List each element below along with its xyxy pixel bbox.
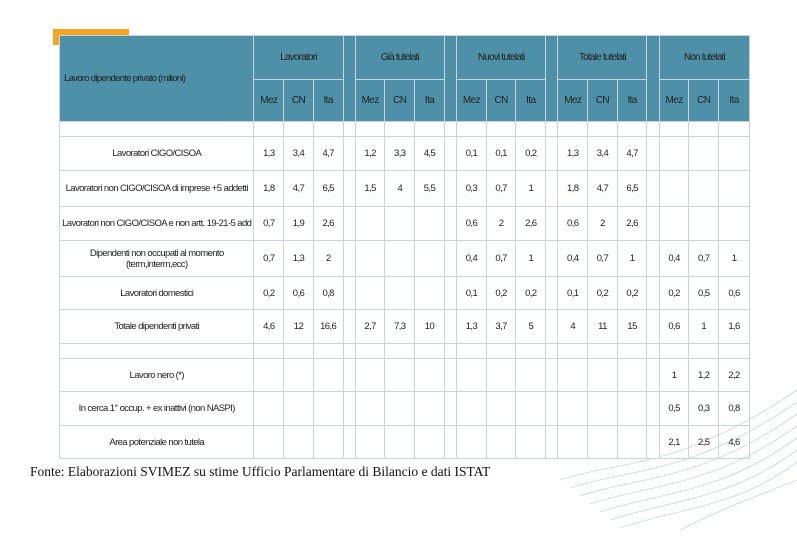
value-cell (313, 392, 343, 426)
value-cell: 5,5 (415, 171, 445, 207)
column-gap (343, 122, 355, 137)
value-cell: 1,3 (254, 137, 284, 171)
spacer-cell (617, 344, 647, 359)
value-cell (689, 137, 719, 171)
table-row (60, 359, 750, 392)
value-cell (355, 359, 385, 392)
value-cell (254, 359, 284, 392)
subheader-ita: Ita (719, 80, 750, 122)
spacer-cell (457, 344, 487, 359)
spacer-cell (415, 122, 445, 137)
column-gap (546, 426, 558, 459)
spacer-cell (254, 344, 284, 359)
value-cell: 1 (516, 241, 546, 277)
value-cell (659, 207, 689, 241)
value-cell: 2,6 (617, 207, 647, 241)
value-cell: 0,2 (516, 137, 546, 171)
value-cell (558, 426, 588, 459)
value-cell: 0,2 (617, 277, 647, 310)
value-cell: 0,8 (719, 392, 750, 426)
subheader-mez: Mez (558, 80, 588, 122)
value-cell: 4,7 (284, 171, 314, 207)
value-cell: 0,6 (457, 207, 487, 241)
column-gap (647, 171, 659, 207)
subheader-ita: Ita (617, 80, 647, 122)
spacer-cell (719, 122, 750, 137)
column-gap (343, 207, 355, 241)
value-cell: 2,2 (719, 359, 750, 392)
spacer-cell (486, 344, 516, 359)
subheader-mez: Mez (457, 80, 487, 122)
value-cell: 0,1 (486, 137, 516, 171)
value-cell: 0,2 (588, 277, 618, 310)
table-row (60, 392, 750, 426)
column-gap (647, 36, 659, 122)
value-cell: 0,7 (689, 241, 719, 277)
value-cell (486, 392, 516, 426)
table-body (60, 122, 750, 459)
value-cell (284, 392, 314, 426)
column-gap (343, 359, 355, 392)
value-cell: 3,3 (385, 137, 415, 171)
column-gap (343, 392, 355, 426)
value-cell: 0,3 (457, 171, 487, 207)
column-gap (343, 310, 355, 344)
column-gap (647, 122, 659, 137)
value-cell: 0,5 (689, 277, 719, 310)
spacer-cell (415, 344, 445, 359)
table-row (60, 241, 750, 277)
row-label: In cerca 1° occup. + ex inattivi (non NASPI) (60, 392, 254, 426)
subheader-ita: Ita (415, 80, 445, 122)
group-header-gia-tutelati: Già tutelati (355, 36, 444, 80)
column-gap (444, 310, 456, 344)
spacer-cell (313, 122, 343, 137)
value-cell: 1 (659, 359, 689, 392)
column-gap (546, 359, 558, 392)
value-cell (254, 426, 284, 459)
column-gap (546, 344, 558, 359)
row-label: Lavoratori non CIGO/CISOA e non artt. 19-21-5 add (60, 207, 254, 241)
column-gap (343, 426, 355, 459)
subheader-cn: CN (689, 80, 719, 122)
value-cell: 0,4 (457, 241, 487, 277)
table-row (60, 137, 750, 171)
value-cell: 11 (588, 310, 618, 344)
data-table-container (59, 35, 750, 459)
column-gap (546, 310, 558, 344)
value-cell: 6,5 (617, 171, 647, 207)
value-cell: 2 (486, 207, 516, 241)
spacer-cell (659, 344, 689, 359)
row-label: Lavoratori domestici (60, 277, 254, 310)
column-gap (343, 171, 355, 207)
value-cell: 1,6 (719, 310, 750, 344)
value-cell (254, 392, 284, 426)
value-cell: 12 (284, 310, 314, 344)
row-label: Lavoratori CIGO/CISOA (60, 137, 254, 171)
value-cell (719, 171, 750, 207)
value-cell (313, 426, 343, 459)
value-cell: 0,1 (457, 137, 487, 171)
value-cell: 4,7 (588, 171, 618, 207)
column-gap (343, 277, 355, 310)
value-cell: 4,7 (617, 137, 647, 171)
table-row (60, 207, 750, 241)
subheader-cn: CN (385, 80, 415, 122)
spacer-cell (689, 122, 719, 137)
spacer-cell (313, 344, 343, 359)
column-gap (546, 207, 558, 241)
value-cell: 0,6 (659, 310, 689, 344)
value-cell: 15 (617, 310, 647, 344)
value-cell (588, 426, 618, 459)
spacer-cell (719, 344, 750, 359)
column-gap (647, 277, 659, 310)
value-cell: 10 (415, 310, 445, 344)
value-cell (313, 359, 343, 392)
value-cell: 0,7 (486, 241, 516, 277)
value-cell: 3,4 (588, 137, 618, 171)
column-gap (444, 426, 456, 459)
subheader-mez: Mez (254, 80, 284, 122)
subheader-cn: CN (588, 80, 618, 122)
value-cell (355, 241, 385, 277)
column-gap (444, 207, 456, 241)
value-cell (516, 359, 546, 392)
value-cell: 0,1 (457, 277, 487, 310)
column-gap (647, 241, 659, 277)
subheader-mez: Mez (355, 80, 385, 122)
column-gap (546, 241, 558, 277)
subheader-mez: Mez (659, 80, 689, 122)
table-title: Lavoro dipendente privato (milioni) (60, 36, 254, 122)
group-header-non-tutelati: Non tutelati (659, 36, 749, 80)
value-cell: 7,3 (385, 310, 415, 344)
value-cell (415, 426, 445, 459)
spacer-cell (617, 122, 647, 137)
row-label: Dipendenti non occupati al momento (term,interm,ecc) (60, 241, 254, 277)
column-gap (546, 137, 558, 171)
value-cell (659, 137, 689, 171)
value-cell (415, 359, 445, 392)
spacer-cell (659, 122, 689, 137)
value-cell (689, 171, 719, 207)
value-cell: 4,5 (415, 137, 445, 171)
row-label: Lavoro nero (*) (60, 359, 254, 392)
value-cell (385, 359, 415, 392)
table-row (60, 277, 750, 310)
value-cell: 4 (385, 171, 415, 207)
value-cell: 1 (719, 241, 750, 277)
value-cell: 0,7 (588, 241, 618, 277)
value-cell: 1,3 (457, 310, 487, 344)
column-gap (444, 344, 456, 359)
value-cell (588, 392, 618, 426)
column-gap (444, 241, 456, 277)
column-gap (444, 36, 456, 122)
value-cell: 6,5 (313, 171, 343, 207)
value-cell: 1,8 (254, 171, 284, 207)
value-cell (486, 426, 516, 459)
value-cell (284, 359, 314, 392)
table-row (60, 426, 750, 459)
value-cell: 0,4 (558, 241, 588, 277)
spacer-cell (558, 344, 588, 359)
value-cell: 4,7 (313, 137, 343, 171)
header-group-row (60, 36, 750, 80)
column-gap (444, 171, 456, 207)
row-label: Area potenziale non tutela (60, 426, 254, 459)
spacer-cell (284, 122, 314, 137)
column-gap (647, 359, 659, 392)
spacer-cell (60, 344, 254, 359)
value-cell (415, 392, 445, 426)
value-cell (385, 277, 415, 310)
value-cell (355, 426, 385, 459)
value-cell: 0,6 (719, 277, 750, 310)
data-table (59, 35, 750, 459)
value-cell: 0,6 (284, 277, 314, 310)
value-cell: 16,6 (313, 310, 343, 344)
column-gap (546, 392, 558, 426)
value-cell (457, 359, 487, 392)
spacer-cell (385, 344, 415, 359)
column-gap (444, 359, 456, 392)
value-cell: 1,9 (284, 207, 314, 241)
value-cell: 2,7 (355, 310, 385, 344)
row-label: Lavoratori non CIGO/CISOA di imprese +5 addetti (60, 171, 254, 207)
value-cell: 0,7 (254, 241, 284, 277)
value-cell: 4 (558, 310, 588, 344)
subheader-ita: Ita (516, 80, 546, 122)
value-cell (617, 392, 647, 426)
spacer-cell (516, 344, 546, 359)
spacer-cell (689, 344, 719, 359)
value-cell (689, 207, 719, 241)
column-gap (647, 426, 659, 459)
value-cell: 1 (617, 241, 647, 277)
column-gap (546, 36, 558, 122)
table-row (60, 171, 750, 207)
column-gap (647, 310, 659, 344)
subheader-cn: CN (284, 80, 314, 122)
group-header-totale-tutelati: Totale tutelati (558, 36, 647, 80)
value-cell (457, 426, 487, 459)
value-cell (617, 426, 647, 459)
value-cell: 4,6 (719, 426, 750, 459)
value-cell: 2 (588, 207, 618, 241)
value-cell (385, 207, 415, 241)
value-cell (355, 207, 385, 241)
value-cell (588, 359, 618, 392)
value-cell (516, 426, 546, 459)
column-gap (343, 241, 355, 277)
value-cell (415, 277, 445, 310)
column-gap (444, 392, 456, 426)
spacer-cell (355, 344, 385, 359)
value-cell: 2,5 (689, 426, 719, 459)
value-cell (659, 171, 689, 207)
spacer-row (60, 122, 750, 137)
value-cell: 1 (516, 171, 546, 207)
column-gap (444, 122, 456, 137)
value-cell (617, 359, 647, 392)
value-cell: 0,2 (254, 277, 284, 310)
column-gap (343, 137, 355, 171)
spacer-cell (254, 122, 284, 137)
value-cell: 5 (516, 310, 546, 344)
value-cell: 1,8 (558, 171, 588, 207)
value-cell: 0,7 (254, 207, 284, 241)
value-cell: 0,4 (659, 241, 689, 277)
value-cell: 2,6 (313, 207, 343, 241)
value-cell: 0,7 (486, 171, 516, 207)
column-gap (546, 122, 558, 137)
column-gap (343, 36, 355, 122)
value-cell: 0,2 (486, 277, 516, 310)
value-cell: 3,7 (486, 310, 516, 344)
group-header-nuovi-tutelati: Nuovi tutelati (457, 36, 546, 80)
spacer-cell (516, 122, 546, 137)
value-cell: 0,5 (659, 392, 689, 426)
value-cell (558, 392, 588, 426)
column-gap (444, 277, 456, 310)
spacer-cell (284, 344, 314, 359)
column-gap (546, 171, 558, 207)
value-cell: 1,5 (355, 171, 385, 207)
value-cell: 0,3 (689, 392, 719, 426)
spacer-cell (355, 122, 385, 137)
group-header-lavoratori: Lavoratori (254, 36, 343, 80)
source-footnote: Fonte: Elaborazioni SVIMEZ su stime Ufficio Parlamentare di Bilancio e dati ISTAT (30, 464, 491, 479)
value-cell: 0,6 (558, 207, 588, 241)
column-gap (647, 137, 659, 171)
column-gap (343, 344, 355, 359)
column-gap (647, 207, 659, 241)
value-cell (355, 277, 385, 310)
value-cell (719, 137, 750, 171)
value-cell: 0,1 (558, 277, 588, 310)
value-cell: 2,1 (659, 426, 689, 459)
value-cell (719, 207, 750, 241)
column-gap (647, 344, 659, 359)
table-row (60, 310, 750, 344)
spacer-cell (588, 344, 618, 359)
value-cell (385, 426, 415, 459)
value-cell: 1,2 (689, 359, 719, 392)
value-cell (284, 426, 314, 459)
column-gap (647, 392, 659, 426)
spacer-cell (588, 122, 618, 137)
subheader-cn: CN (486, 80, 516, 122)
value-cell (415, 207, 445, 241)
value-cell (415, 241, 445, 277)
spacer-cell (558, 122, 588, 137)
value-cell: 1,3 (558, 137, 588, 171)
spacer-cell (385, 122, 415, 137)
spacer-cell (457, 122, 487, 137)
value-cell (486, 359, 516, 392)
value-cell (457, 392, 487, 426)
value-cell (385, 241, 415, 277)
spacer-cell (486, 122, 516, 137)
column-gap (444, 137, 456, 171)
spacer-cell (60, 122, 254, 137)
value-cell: 1,2 (355, 137, 385, 171)
spacer-row (60, 344, 750, 359)
column-gap (546, 277, 558, 310)
value-cell (355, 392, 385, 426)
value-cell (385, 392, 415, 426)
row-label: Totale dipendenti privati (60, 310, 254, 344)
value-cell (558, 359, 588, 392)
value-cell: 2 (313, 241, 343, 277)
value-cell: 0,2 (516, 277, 546, 310)
value-cell: 1 (689, 310, 719, 344)
value-cell: 0,2 (659, 277, 689, 310)
value-cell: 3,4 (284, 137, 314, 171)
subheader-ita: Ita (313, 80, 343, 122)
value-cell: 4,6 (254, 310, 284, 344)
value-cell: 0,8 (313, 277, 343, 310)
value-cell (516, 392, 546, 426)
value-cell: 1,3 (284, 241, 314, 277)
value-cell: 2,6 (516, 207, 546, 241)
